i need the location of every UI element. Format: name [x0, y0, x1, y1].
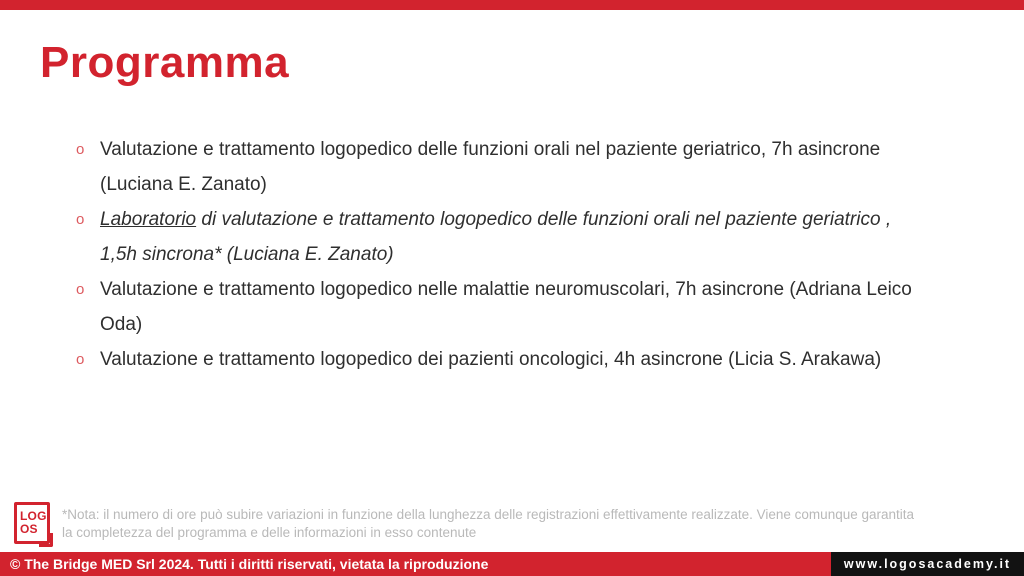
- logo-line1: LOG: [20, 509, 47, 523]
- bullet-text: [100, 342, 912, 377]
- bullet-icon: o: [76, 141, 85, 158]
- logos-logo: [14, 502, 50, 544]
- website-text: www.logosacademy.it: [843, 557, 1012, 571]
- bullet-body: Valutazione e trattamento logopedico nelle malattie neuromuscolari, 7h asincrone (Adriana Leico Oda): [100, 279, 912, 335]
- program-list: [76, 132, 928, 377]
- bullet-text: [100, 272, 912, 342]
- bullet-icon: o: [76, 351, 85, 368]
- footnote-line2: la completezza del programma e delle informazioni in esso contenute: [62, 524, 477, 540]
- bullet-icon: o: [76, 211, 85, 228]
- bullet-body: di valutazione e trattamento logopedico delle funzioni orali nel paziente geriatrico , 1,5h sincrona* (Luciana E. Zanato): [100, 209, 892, 265]
- logo-line2: OS: [20, 522, 38, 536]
- list-item: [76, 202, 928, 272]
- top-accent-bar: [0, 0, 1024, 10]
- footnote-line1: *Nota: il numero di ore può subire variazioni in funzione della lunghezza delle registrazioni effettivamente realizzate. Viene comunque garantita: [62, 507, 915, 522]
- bullet-body: Valutazione e trattamento logopedico dei pazienti oncologici, 4h asincrone (Licia S. Arakawa): [100, 349, 882, 370]
- bullet-text: [100, 132, 912, 202]
- bullet-lead-underlined: Laboratorio: [100, 209, 197, 230]
- list-item: [76, 272, 928, 342]
- footnote: [62, 506, 977, 541]
- copyright-bar: [0, 552, 831, 576]
- copyright-text: © The Bridge MED Srl 2024. Tutti i diritti riservati, vietata la riproduzione: [10, 556, 489, 572]
- list-item: [76, 342, 928, 377]
- list-item: [76, 132, 928, 202]
- bullet-text: [100, 202, 912, 272]
- bullet-body: Valutazione e trattamento logopedico delle funzioni orali nel paziente geriatrico, 7h asincrone (Luciana E. Zanato): [100, 139, 881, 195]
- bullet-icon: o: [76, 281, 85, 298]
- website-box: [831, 552, 1024, 576]
- page-title: Programma: [40, 38, 290, 87]
